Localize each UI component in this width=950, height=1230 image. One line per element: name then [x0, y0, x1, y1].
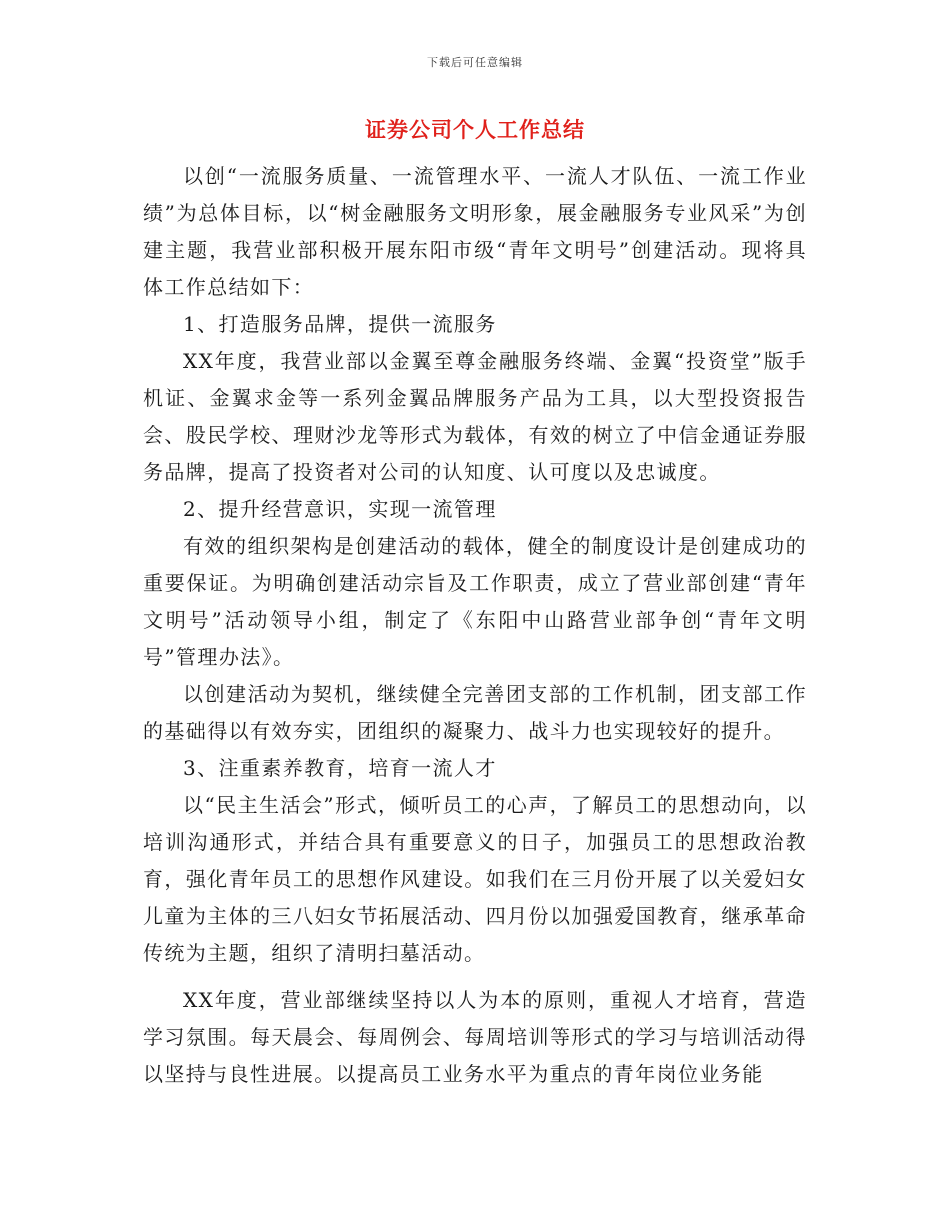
document-title: 证券公司个人工作总结 [365, 117, 585, 142]
document-body [143, 158, 807, 1093]
paragraph-section-3a: 以“民主生活会”形式，倾听员工的心声，了解员工的思想动向，以培训沟通形式，并结合具有重要意义的日子，加强员工的思想政治教育，强化青年员工的思想作风建设。如我们在三月份开展了以关爱妇女儿童为主体的三八妇女节拓展活动、四月份以加强爱国教育，继承革命传统为主题，组织了清明扫墓活动。 [143, 793, 807, 965]
header-note: 下载后可任意编辑 [427, 56, 523, 69]
paragraph-section-3b: XX年度，营业部继续坚持以人为本的原则，重视人才培育，营造学习氛围。每天晨会、每周例会、每周培训等形式的学习与培训活动得以坚持与良性进展。以提高员工业务水平为重点的青年岗位业务能 [143, 988, 807, 1086]
paragraph-section-2a: 有效的组织架构是创建活动的载体，健全的制度设计是创建成功的重要保证。为明确创建活动宗旨及工作职责，成立了营业部创建“青年文明号”活动领导小组，制定了《东阳中山路营业部争创“青年文明号”管理办法》。 [143, 534, 807, 669]
section-heading-2: 2、提升经营意识，实现一流管理 [183, 497, 497, 521]
section-heading-1: 1、打造服务品牌，提供一流服务 [183, 312, 497, 336]
paragraph-section-1: XX年度，我营业部以金翼至尊金融服务终端、金翼“投资堂”版手机证、金翼求金等一系列金翼品牌服务产品为工具，以大型投资报告会、股民学校、理财沙龙等形式为载体，有效的树立了中信金通证券服务品牌，提高了投资者对公司的认知度、认可度以及忠诚度。 [143, 349, 807, 484]
section-heading-3: 3、注重素养教育，培育一流人才 [183, 756, 497, 780]
paragraph-section-2b: 以创建活动为契机，继续健全完善团支部的工作机制，团支部工作的基础得以有效夯实，团组织的凝聚力、战斗力也实现较好的提升。 [143, 682, 807, 743]
paragraph-intro: 以创“一流服务质量、一流管理水平、一流人才队伍、一流工作业绩”为总体目标，以“树金融服务文明形象，展金融服务专业风采”为创建主题，我营业部积极开展东阳市级“青年文明号”创建活动。现将具体工作总结如下： [143, 164, 807, 299]
